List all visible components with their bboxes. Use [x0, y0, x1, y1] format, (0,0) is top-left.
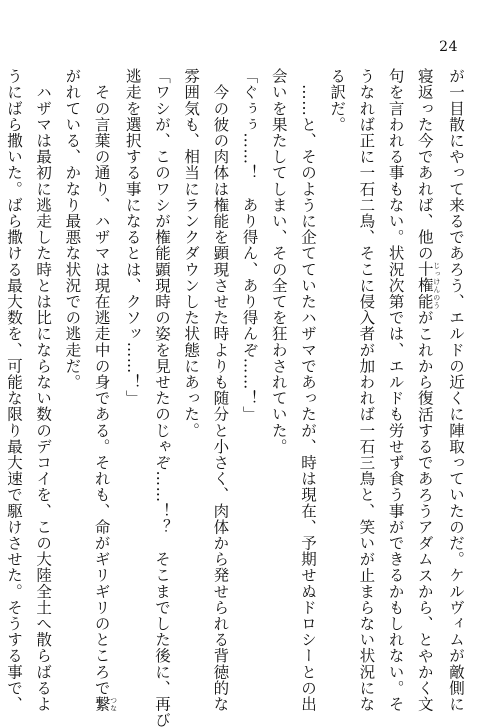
body-text: [0, 68, 470, 728]
text-line: ……と、そのように企てていたハザマであったが、時は現在、予期せぬドロシーとの出: [298, 68, 317, 712]
dialogue-line: 逃走を選択する事になるとは、クソッ……！」: [123, 68, 142, 407]
text-line: 寝返った今であれば、他の十権能 じっけんのうがこれから復活するであろうアダムスから、とやかく文: [415, 68, 441, 713]
text-line: 句を言われる事もない。状況次第では、エルドも労せず食う事ができるかもしれない。そ: [386, 68, 405, 712]
text-line: ハザマは最初に逃走した時とは比にならない数のデコイを、この大陸全土へ散らばるよ: [34, 68, 53, 712]
dialogue-line: 「ワシが、このワシが権能顕現時の姿を見せたのじゃぞ……！？ そこまでした後に、再び: [152, 68, 171, 728]
text-line: 今の彼の肉体は権能を顕現させた時よりも随分と小さく、肉体から発せられる背徳的な: [211, 68, 230, 712]
text-line: その言葉の通り、ハザマは現在逃走中の身である。それも、命がギリギリのところで繋 つな: [92, 68, 118, 713]
text-line: うなれば正に一石二鳥、そこに侵入者が加われば一石三鳥と、笑いが止まらない状況にな: [357, 68, 376, 712]
text-line: 雰囲気も、相当にランクダウンした状態にあった。: [182, 68, 201, 439]
ruby-tsuna: 繋 つな: [92, 695, 118, 713]
text-line: が一目散にやって来るであろう、エルドの近くに陣取っていたのだ。ケルヴィムが敵側に: [447, 68, 465, 712]
text-line: がれている、かなり最悪な状況での逃走だ。: [63, 68, 82, 390]
ruby-jikkennou: 十権能 じっけんのう: [415, 261, 441, 310]
page-number: 24: [439, 39, 458, 55]
text-line: うにばら撒いた。ばら撒ける最大数を、可能な限り最大速で駆けさせた。そうする事で、: [4, 68, 23, 712]
text-line: 会いを果たしてしまい、その全てを狂わされていた。: [269, 68, 288, 455]
text-line: る訳だ。: [328, 68, 347, 133]
dialogue-line: 「ぐぅぅ……！ あり得ん、あり得んぞ……！」: [240, 68, 259, 423]
